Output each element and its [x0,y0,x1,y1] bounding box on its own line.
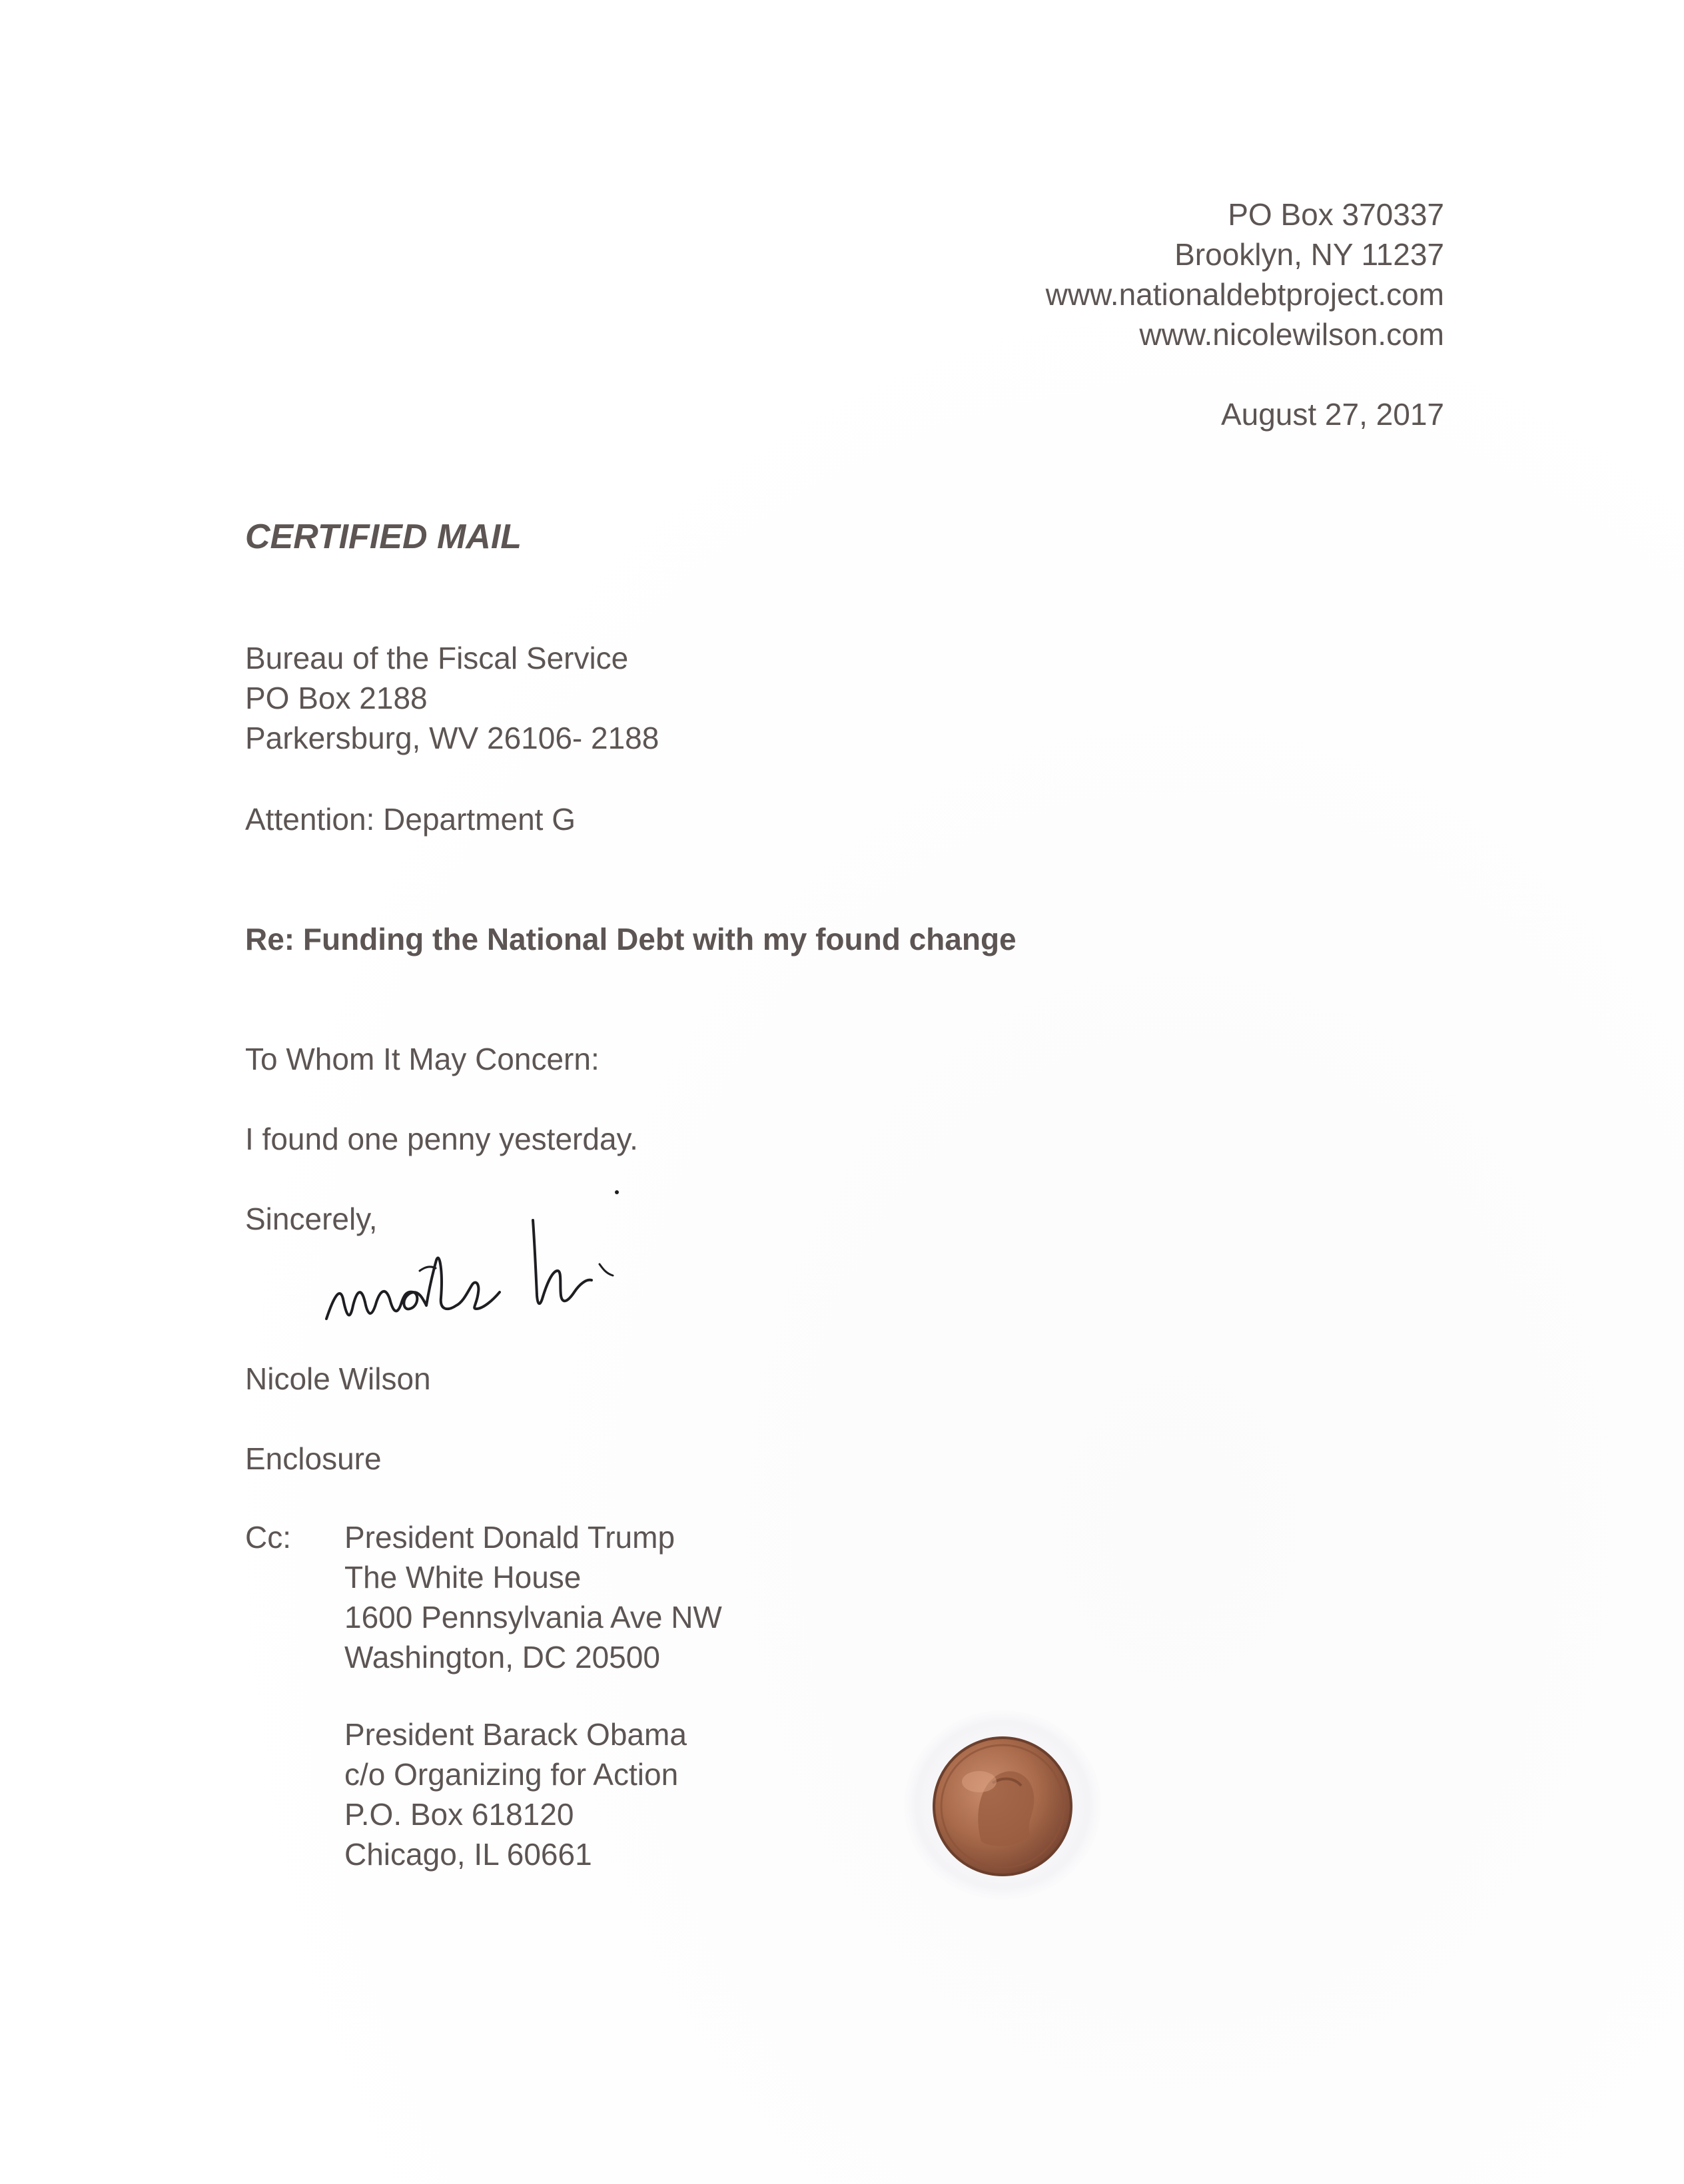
certified-mail-label: CERTIFIED MAIL [245,518,522,556]
letter-body: I found one penny yesterday. [245,1122,638,1156]
subject-line: Re: Funding the National Debt with my found change [245,922,1017,956]
salutation: To Whom It May Concern: [245,1042,600,1076]
signature-tail [600,1264,613,1275]
closing: Sincerely, [245,1202,378,1236]
cc2-line-1: President Barack Obama [344,1717,687,1752]
penny-highlight [962,1771,997,1792]
sender-website-2: www.nicolewilson.com [1139,317,1444,352]
signature-stroke-last [533,1220,592,1303]
sender-website-1: www.nationaldebtproject.com [1045,277,1444,312]
signer-name: Nicole Wilson [245,1361,431,1396]
recipient-po-box: PO Box 2188 [245,681,428,715]
cc1-line-1: President Donald Trump [344,1520,675,1555]
sender-po-box: PO Box 370337 [1228,197,1444,232]
attention-line: Attention: Department G [245,802,576,837]
handwritten-signature [313,1186,726,1345]
cc-recipient-2 [344,1714,687,1874]
cc1-line-3: 1600 Pennsylvania Ave NW [344,1600,722,1635]
recipient-city: Parkersburg, WV 26106- 2188 [245,721,659,755]
recipient-name: Bureau of the Fiscal Service [245,641,629,675]
cc2-line-2: c/o Organizing for Action [344,1757,679,1792]
sender-address [1046,194,1444,354]
cc1-line-4: Washington, DC 20500 [344,1640,660,1674]
cc-recipient-1 [344,1517,722,1677]
signature-dot [615,1190,619,1194]
cc2-line-3: P.O. Box 618120 [344,1797,574,1832]
signature-stroke-first [326,1258,500,1319]
sender-city: Brooklyn, NY 11237 [1174,237,1444,272]
penny-coin-image [903,1708,1102,1902]
cc1-line-2: The White House [344,1560,582,1595]
cc-label: Cc: [245,1520,291,1555]
cc2-line-4: Chicago, IL 60661 [344,1837,592,1872]
enclosure-label: Enclosure [245,1441,382,1476]
recipient-address [245,638,659,758]
letter-date: August 27, 2017 [1220,397,1444,432]
